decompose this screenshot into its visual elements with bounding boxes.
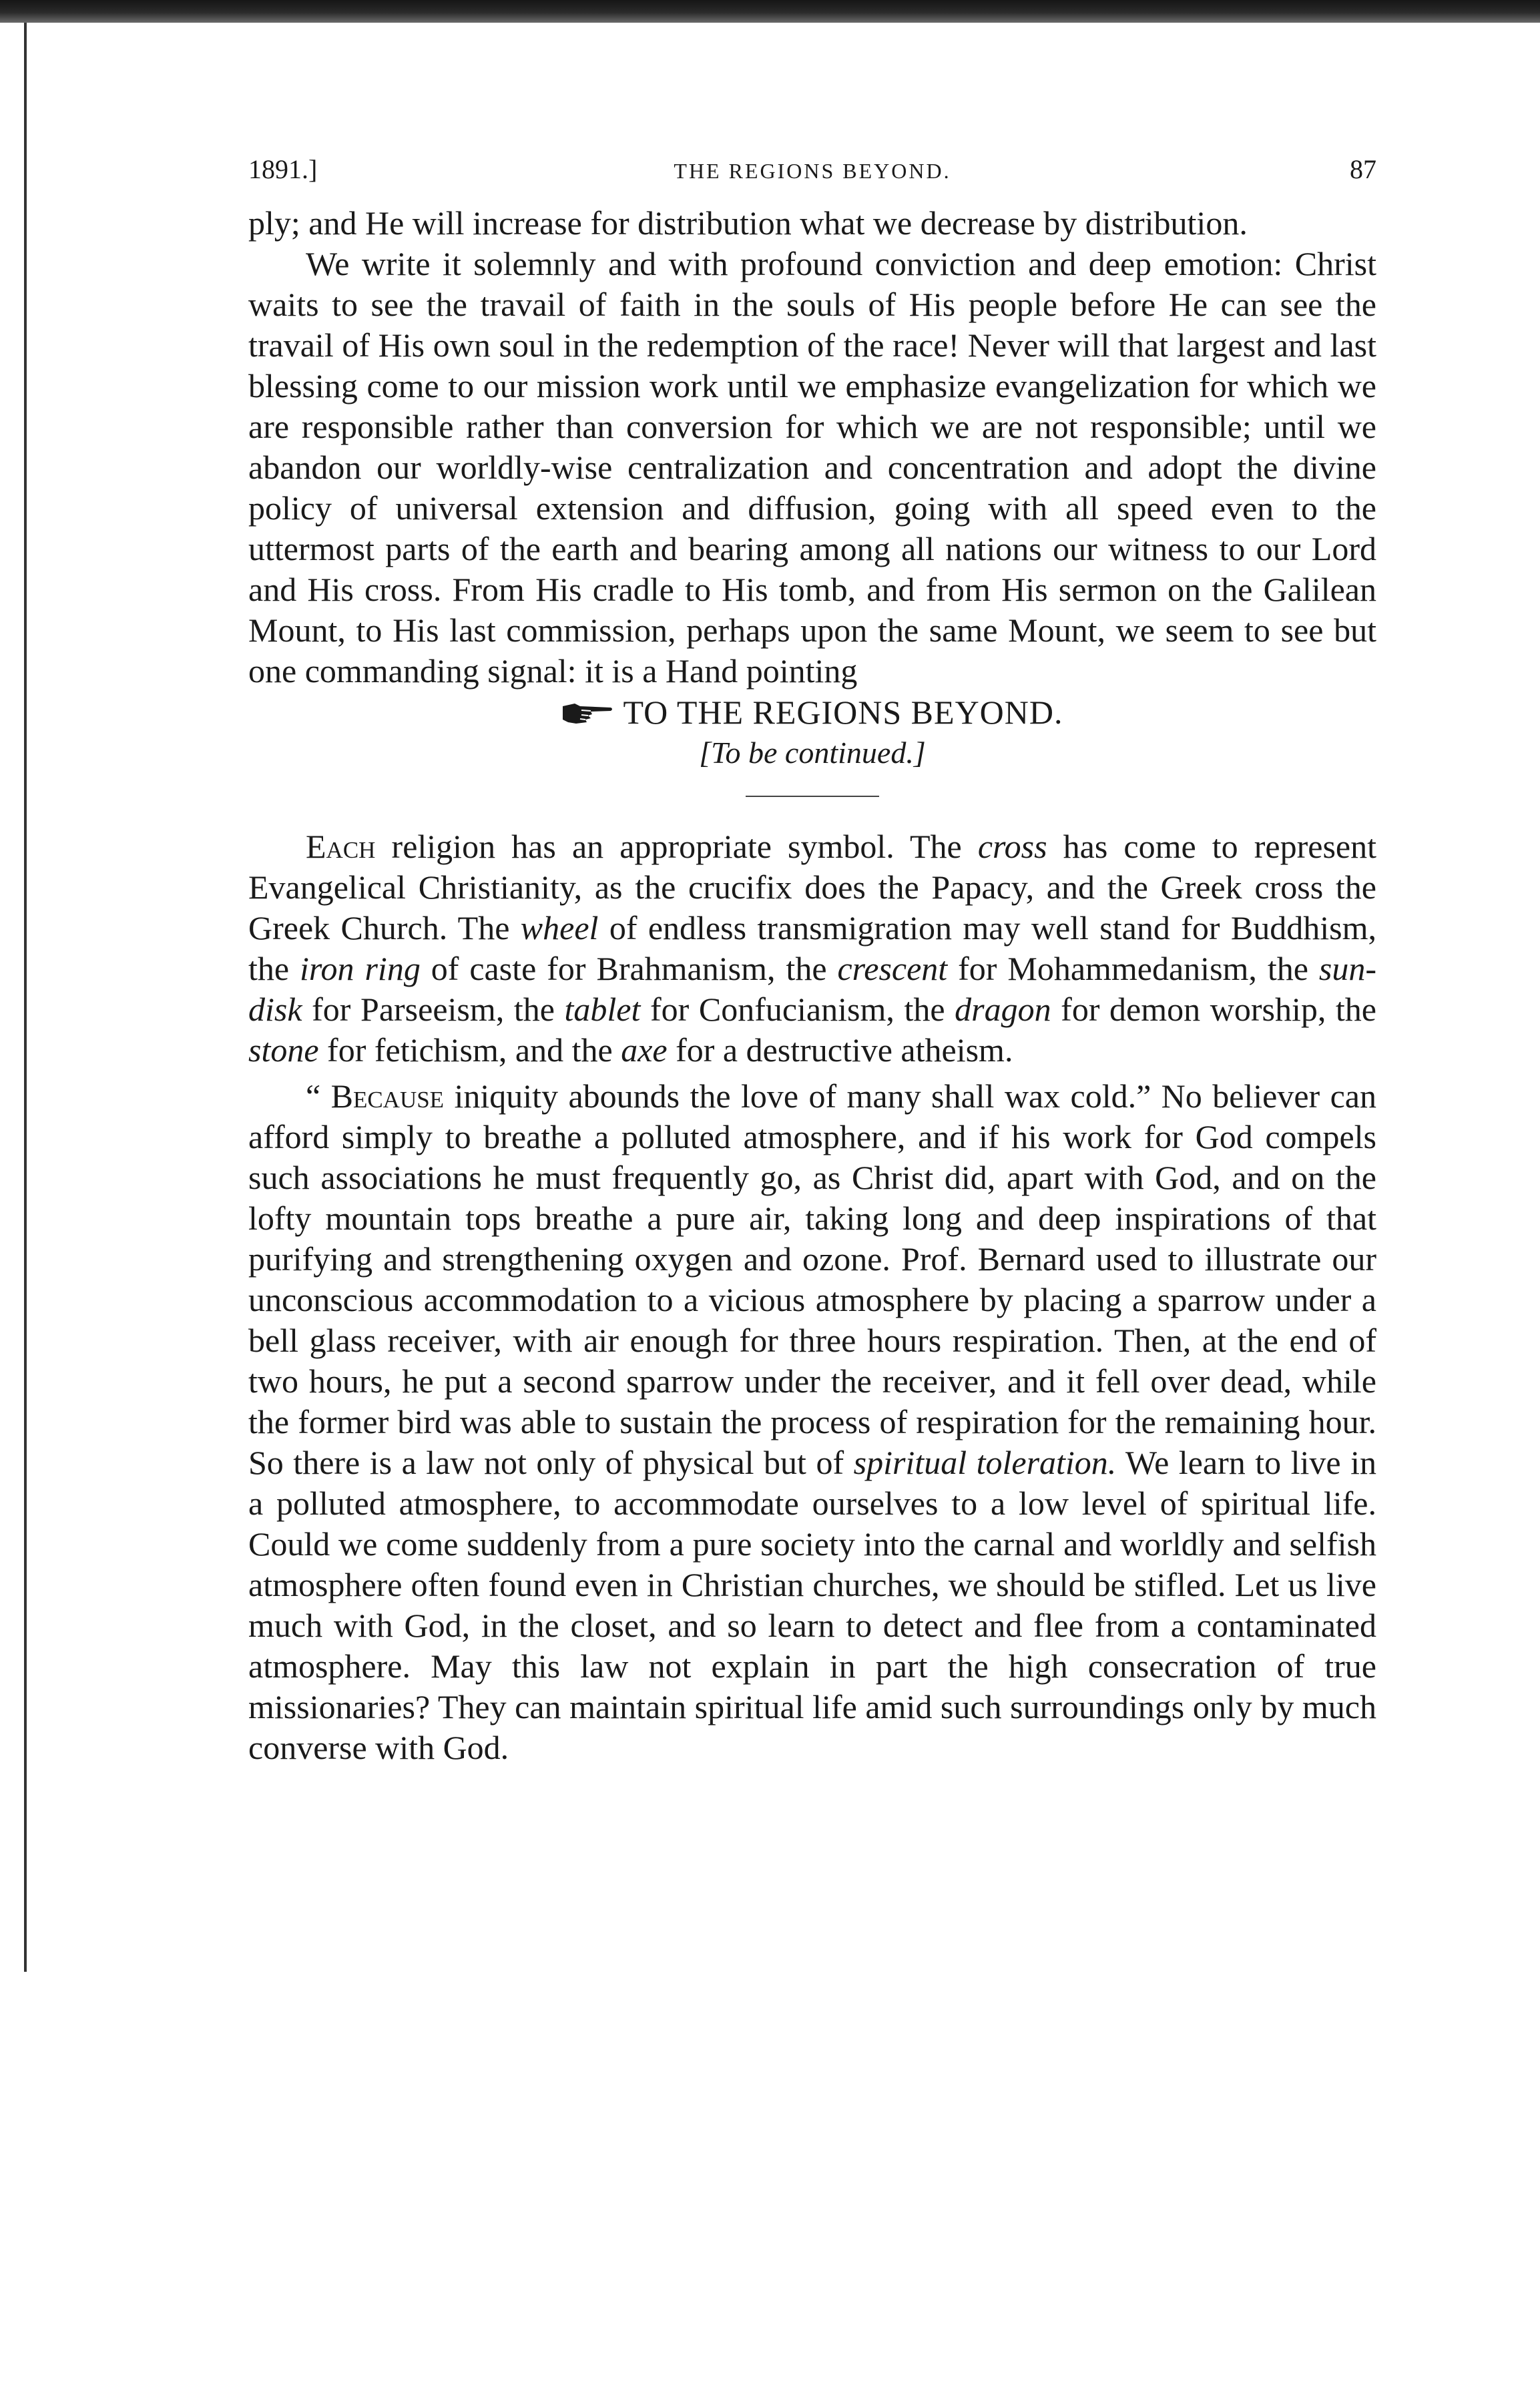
- text-run: iniquity abounds the love of many shall wax cold.” No believer can afford simply to breathe a polluted atmosphere, and if his work for God compels such associations he must frequently go, as Christ did, apart with God, and on the lofty mountain tops breathe a pure air, taking long and deep inspirations of that purifying and strengthening oxygen and ozone. Prof. Bernard used to illustrate our unconscious accommodation to a vicious atmosphere by placing a sparrow under a bell glass receiver, with air enough for three hours respiration. Then, at the end of two hours, he put a second sparrow under the receiver, and it fell over dead, while the former bird was able to sustain the process of respiration for the remaining hour. So there is a law not only of physical but of: [248, 1077, 1376, 1481]
- heading-text: TO THE REGIONS BEYOND.: [623, 694, 1063, 731]
- text-run: for fetichism, and the: [318, 1031, 621, 1069]
- text-run: for a destructive atheism.: [667, 1031, 1013, 1069]
- section-divider: [746, 796, 879, 797]
- text-run: We learn to live in a polluted atmosphere, to accommodate ourselves to a low level of spiritual life. Could we come suddenly from a pure society into the carnal and worldly and selfish atmosphere often found even in Christian churches, we should be stifled. Let us live much with God, in the closet, and so learn to detect and flee from a contaminated atmosphere. May this law not explain in part the high consecration of true missionaries? They can maintain spiritual life amid such surroundings only by much converse with God.: [248, 1444, 1376, 1766]
- italic-term: cross: [977, 828, 1047, 865]
- text-run: of endless transmigration may well stand for Buddhism, the: [248, 909, 1376, 987]
- text-run: for Parseeism, the: [302, 991, 565, 1028]
- lead-word: Because: [330, 1077, 445, 1115]
- text-run: of caste for Brahmanism, the: [420, 950, 838, 987]
- page-body: [248, 150, 1376, 1768]
- italic-term: iron ring: [300, 950, 421, 987]
- italic-term: axe: [621, 1031, 668, 1069]
- open-quote: “: [306, 1077, 331, 1115]
- to-be-continued-text: [To be continued.]: [699, 736, 926, 770]
- italic-term: stone: [248, 1031, 319, 1069]
- lead-word: Each: [306, 828, 376, 865]
- italic-term: crescent: [837, 950, 948, 987]
- running-head: [248, 150, 1376, 203]
- text-run: has come to represent Evangelical Christianity, as the crucifix does the Papacy, and the Greek cross the Greek Church. The: [248, 828, 1377, 947]
- header-title: THE REGIONS BEYOND.: [674, 159, 951, 183]
- text-run: religion has an appropriate symbol. The: [375, 828, 978, 865]
- italic-term: wheel: [520, 909, 599, 947]
- paragraph-continuation: ply; and He will increase for distribution what we decrease by distribution.: [248, 204, 1248, 242]
- scan-left-edge: [24, 23, 27, 1972]
- text-run: for Confucianism, the: [640, 991, 955, 1028]
- pointing-hand-icon: [561, 700, 613, 726]
- italic-term: spiritual toleration.: [853, 1444, 1117, 1481]
- text-run: for demon worship, the: [1051, 991, 1377, 1028]
- paragraph-atmosphere: [248, 1076, 1376, 1768]
- page-number: 87: [1350, 154, 1376, 184]
- italic-term: dragon: [955, 991, 1051, 1028]
- paragraph-symbols: [248, 826, 1376, 1071]
- to-be-continued: [248, 733, 1376, 773]
- italic-term: tablet: [564, 991, 641, 1028]
- paragraph-conviction: We write it solemnly and with profound conviction and deep emotion: Christ waits to see the travail of faith in the souls of His people before He can see the travail of His own soul in the redemption of the race! Never will that largest and last blessing come to our mission work until we emphasize evangelization for which we are responsible rather than conversion for which we are not responsible; until we abandon our worldly-wise centralization and concentration and adopt the divine policy of universal extension and diffusion, going with all speed even to the uttermost parts of the earth and bearing among all nations our witness to our Lord and His cross. From His cradle to His tomb, and from His sermon on the Galilean Mount, to His last commission, perhaps upon the same Mount, we seem to see but one commanding signal: it is a Hand pointing: [248, 245, 1376, 690]
- header-year: 1891.]: [248, 154, 318, 184]
- section-heading: [248, 692, 1376, 733]
- text-run: for Mohammedanism, the: [947, 950, 1319, 987]
- italic-term: sun-disk: [248, 950, 1377, 1028]
- scan-top-edge: [0, 0, 1540, 23]
